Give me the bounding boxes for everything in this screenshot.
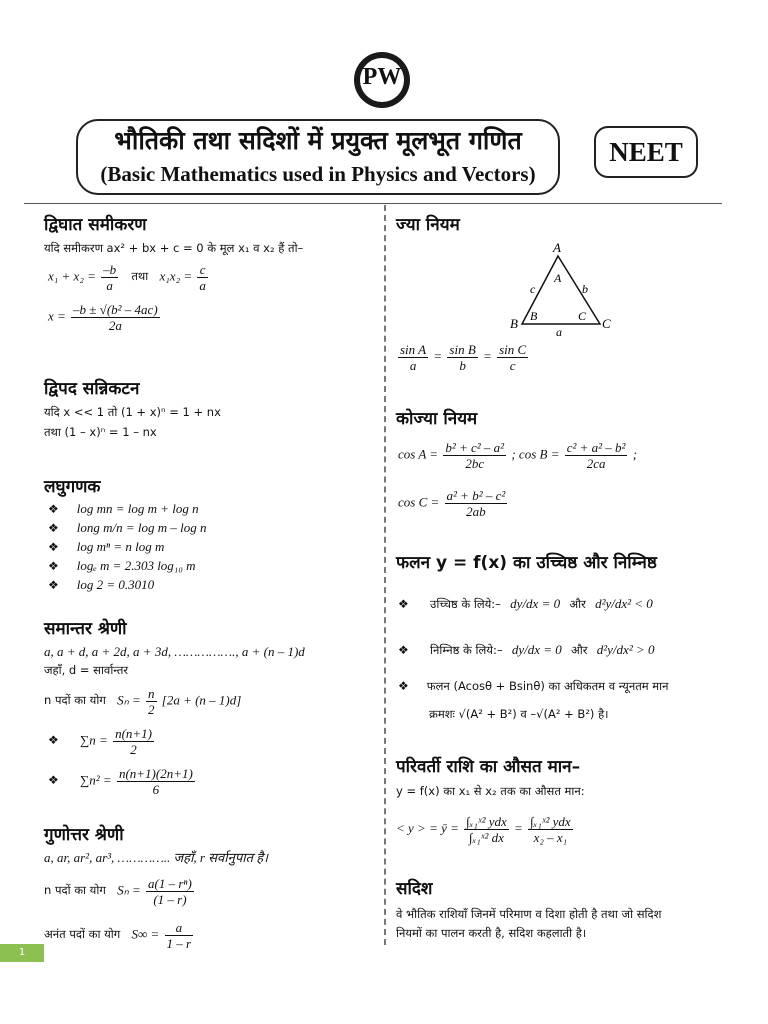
cosB-den: 2ca — [586, 456, 606, 471]
ap-sum-formula — [44, 686, 241, 717]
cosC-lhs: cos C = — [398, 494, 440, 510]
root-sum-lhs: x₁ + x₂ = — [48, 268, 96, 284]
root-lhs: x = — [48, 308, 66, 324]
min-cond-2: d²y/dx² > 0 — [596, 642, 655, 657]
max-label: उच्चिष्ठ के लिये:– — [430, 597, 501, 611]
gp-sum-den: (1 – r) — [153, 892, 187, 907]
average-lhs: < y > = ȳ = — [396, 820, 459, 836]
average-eq: = — [514, 820, 523, 836]
cosA-num: b² + c² – a² — [445, 440, 505, 455]
header-divider — [24, 203, 722, 204]
cosine-rule-heading: कोज्या नियम — [396, 409, 478, 429]
gp-infinite-formula — [44, 920, 195, 951]
quadratic-heading: द्विघात समीकरण — [44, 215, 147, 235]
vector-line-1: वे भौतिक राशियाँ जिनमें परिमाण व दिशा होती है तथा जो सदिश — [396, 907, 662, 921]
maxmin-heading: फलन y = f(x) का उच्चिष्ठ और निम्निष्ठ — [396, 553, 657, 573]
root-num: –b ± √(b² – 4ac) — [73, 302, 158, 317]
gp-inf-den: 1 – r — [166, 936, 192, 951]
side-c-label: c — [530, 282, 536, 296]
log-item-text: log mn = log m + log n — [76, 501, 199, 516]
func-maxmin-line-1: ❖ फलन (Acosθ + Bsinθ) का अधिकतम व न्यूनतम मान — [398, 679, 669, 693]
sine-f1-den: a — [409, 358, 417, 373]
average-num-2: ∫ₓ₁ˣ² ydx — [530, 814, 571, 829]
pw-logo — [352, 50, 412, 110]
cosC-den: 2ab — [466, 504, 486, 519]
side-b-label: b — [582, 282, 588, 296]
vector-line-2: नियमों का पालन करती है, सदिश कहलाती है। — [396, 926, 587, 940]
sine-f2-num: sin B — [449, 342, 476, 357]
cosB-num: c² + a² – b² — [566, 440, 626, 455]
gp-sum-lhs: Sₙ = — [117, 882, 141, 898]
vector-heading: सदिश — [396, 879, 433, 899]
title-english: (Basic Mathematics used in Physics and Vectors) — [100, 162, 536, 186]
sine-rule-formula — [396, 342, 530, 373]
log-item: ❖ log 2 = 0.3010 — [48, 577, 155, 592]
log-item-text: log mⁿ = n log m — [76, 539, 165, 554]
ap-series: a, a + d, a + 2d, a + 3d, ……………., a + (n – 1)d — [44, 644, 305, 659]
max-cond-2: d²y/dx² < 0 — [595, 596, 653, 611]
and-text: और — [569, 597, 586, 611]
gp-sum-label: n पदों का योग — [44, 883, 106, 898]
vertex-a-label: A — [553, 240, 561, 255]
ap-sum-den: 2 — [148, 702, 155, 717]
sigma-n2-num: n(n+1)(2n+1) — [118, 766, 193, 781]
neet-badge: NEET — [594, 126, 698, 178]
max-cond-1: dy/dx = 0 — [510, 596, 561, 611]
average-heading: परिवर्ती राशि का औसत मान– — [396, 757, 581, 777]
quadratic-root-formula — [48, 302, 162, 333]
root-sum-num: –b — [103, 262, 117, 277]
ap-sum-rhs: [2a + (n – 1)d] — [161, 692, 242, 708]
gp-inf-lhs: S∞ = — [131, 926, 160, 942]
log-item: ❖ logₑ m = 2.303 log₁₀ m — [48, 558, 196, 573]
sigma-n2-formula: ❖ ∑n² = $\frac{n(n+1)(2n+1)}{6}$ — [48, 766, 193, 797]
vertex-b-label: B — [510, 316, 518, 331]
cosC-num: a² + b² – c² — [446, 488, 506, 503]
sine-f2-den: b — [459, 358, 466, 373]
log-item: ❖ log mn = log m + log n — [48, 501, 199, 516]
sine-rule-heading: ज्या नियम — [396, 215, 460, 235]
logo-text: PW — [362, 64, 402, 90]
and-text: और — [571, 643, 588, 657]
cos-sep-2: ; — [632, 446, 638, 462]
sine-f3-den: c — [509, 358, 516, 373]
column-divider — [384, 205, 386, 945]
binomial-line-2: तथा (1 – x)ⁿ = 1 – nx — [44, 425, 157, 439]
sine-f1-num: sin A — [400, 342, 427, 357]
log-item-text: logₑ m = 2.303 log₁₀ m — [76, 558, 196, 573]
ap-where: जहाँ, d = सार्वान्तर — [44, 663, 129, 677]
average-intro: y = f(x) का x₁ से x₂ तक का औसत मान: — [396, 784, 585, 798]
sigma-n2-lhs: ∑n² = — [80, 772, 112, 788]
log-item-text: long m/n = log m – log n — [76, 520, 207, 535]
root-den: 2a — [108, 318, 122, 333]
binomial-heading: द्विपद सन्निकटन — [44, 379, 140, 399]
cosine-c-formula — [398, 488, 509, 519]
vertex-c-label: C — [602, 316, 611, 331]
cosB-lhs: cos B = — [518, 446, 560, 462]
average-den-1: ∫ₓ₁ˣ² dx — [469, 830, 504, 845]
ap-heading: समान्तर श्रेणी — [44, 619, 127, 639]
sine-eq-2: = — [483, 348, 492, 364]
ap-sum-label: n पदों का योग — [44, 693, 106, 708]
tatha-text: तथा — [131, 269, 149, 284]
quadratic-intro: यदि समीकरण ax² + bx + c = 0 के मूल x₁ व x₂ हैं तो– — [44, 241, 304, 255]
sigma-n-num: n(n+1) — [115, 726, 152, 741]
root-prod-den: a — [199, 278, 206, 293]
sine-eq-1: = — [433, 348, 443, 364]
angle-b-label: B — [530, 309, 538, 323]
root-prod-lhs: x₁x₂ = — [159, 268, 193, 284]
gp-heading: गुणोत्तर श्रेणी — [44, 825, 124, 845]
cosA-den: 2bc — [465, 456, 485, 471]
sigma-n2-den: 6 — [152, 782, 160, 797]
log-item: ❖ long m/n = log m – log n — [48, 520, 207, 535]
root-sum-den: a — [106, 278, 113, 293]
root-prod-num: c — [197, 262, 208, 278]
log-item-text: log 2 = 0.3010 — [76, 577, 155, 592]
gp-sum-formula — [44, 876, 196, 907]
gp-inf-num: a — [165, 920, 194, 936]
log-item: ❖ log mⁿ = n log m — [48, 539, 165, 554]
angle-a-label: A — [554, 271, 562, 285]
angle-c-label: C — [578, 309, 587, 323]
gp-series: a, ar, ar², ar³, ………….. जहाँ, r सर्वानुपात है। — [44, 850, 269, 865]
maxima-condition: ❖ उच्चिष्ठ के लिये:– dy/dx = 0 और d²y/dx² < 0 — [398, 596, 653, 611]
sine-f3-num: sin C — [499, 342, 527, 357]
func-maxmin-line-2: क्रमशः √(A² + B²) व –√(A² + B²) है। — [429, 707, 609, 721]
cosine-ab-formula — [398, 440, 637, 471]
ap-sum-lhs: Sₙ = — [117, 692, 141, 708]
sigma-n-lhs: ∑n = — [80, 732, 108, 748]
average-formula — [396, 814, 575, 845]
average-num-1: ∫ₓ₁ˣ² ydx — [466, 814, 507, 829]
page-number: 1 — [0, 944, 44, 962]
func-line-1-text: फलन (Acosθ + Bsinθ) का अधिकतम व न्यूनतम मान — [426, 679, 669, 693]
root-sum-formula — [48, 262, 210, 293]
min-cond-1: dy/dx = 0 — [511, 642, 562, 657]
sigma-n-formula: ❖ ∑n = $\frac{n(n+1)}{2}$ — [48, 726, 152, 757]
sigma-n-den: 2 — [130, 742, 137, 757]
title-box — [76, 119, 560, 195]
gp-inf-label: अनंत पदों का योग — [44, 927, 121, 942]
gp-sum-num: a(1 – rⁿ) — [148, 876, 192, 891]
side-a-label: a — [556, 325, 562, 338]
title-hindi: भौतिकी तथा सदिशों में प्रयुक्त मूलभूत गणित — [114, 126, 522, 155]
binomial-line-1: यदि x << 1 तो (1 + x)ⁿ = 1 + nx — [44, 405, 221, 419]
ap-sum-num: n — [148, 686, 155, 701]
average-den-2: x₂ – x₁ — [533, 830, 568, 845]
cos-sep: ; — [511, 446, 516, 462]
triangle-diagram — [500, 238, 620, 338]
log-heading: लघुगणक — [44, 477, 101, 497]
cosA-lhs: cos A = — [398, 446, 439, 462]
min-label: निम्निष्ठ के लिये:– — [430, 643, 503, 657]
minima-condition: ❖ निम्निष्ठ के लिये:– dy/dx = 0 और d²y/dx² > 0 — [398, 642, 655, 657]
